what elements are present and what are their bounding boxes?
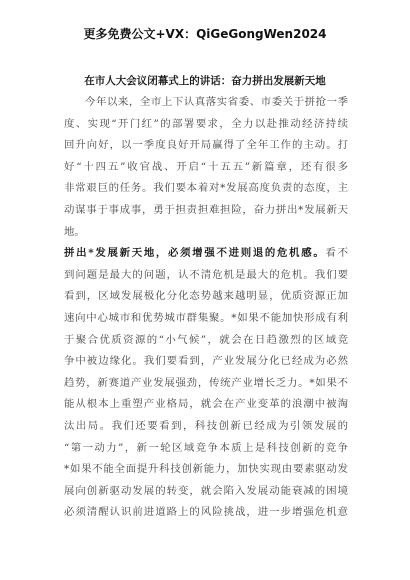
text-line: “第一动力”，新一轮区域竞争本质上是科技创新的竞争 — [64, 441, 348, 454]
paragraph-lead-sentence: 拼出*发展新天地，必须增强不进则退的危机感。 — [64, 247, 326, 260]
text-line: 今年以来，全市上下认真落实省委、市委关于拼抢一季 — [85, 96, 348, 108]
text-line: 于聚合优质资源的“小气候”，就会在日趋激烈的区域竞 — [64, 333, 348, 346]
text-line: 动谋事于事成事，勇于担责担难担险，奋力拼出*发展新天 — [64, 203, 348, 216]
text-line: 能从根本上重塑产业格局，就会在产业变革的浪潮中被淘 — [64, 398, 348, 411]
text-line: 必须清醒认识前进道路上的风险挑战，进一步增强危机意 — [64, 506, 348, 519]
text-line — [64, 243, 348, 265]
text-line: 展向创新驱动发展的转变，就会陷入发展动能衰减的困境 — [64, 484, 348, 497]
text-line: 地。 — [64, 225, 85, 238]
text-line: 好“十四五”收官战、开启“十五五”新篇章，还有很多 — [64, 160, 348, 173]
document-title: 在市人大会议闭幕式上的讲话：奋力拼出发展新天地 — [84, 75, 326, 87]
text-line: 到问题是最大的问题，认不清危机是最大的危机。我们要 — [64, 268, 348, 281]
text-line: 回升向好，以一季度良好开局赢得了全年工作的主动。打 — [64, 139, 348, 152]
text-line: 度、实现“开门红”的部署要求，全力以赴推动经济持续 — [64, 117, 348, 130]
paragraph-2 — [64, 243, 348, 524]
text-line: 趋势，新赛道产业发展强劲，传统产业增长乏力。*如果不 — [64, 376, 348, 389]
page-header: 更多免费公文+VX：QiGeGongWen2024 — [83, 27, 327, 41]
text-line: *如果不能全面提升科技创新能力，加快实现由要素驱动发 — [64, 463, 348, 476]
document-body — [64, 92, 348, 524]
paragraph-1 — [64, 92, 348, 243]
text-line: 看到，区域发展极化分化态势越来越明显，优质资源正加 — [64, 290, 348, 303]
text-line: 非常艰巨的任务。我们要本着对*发展高度负责的态度，主 — [64, 182, 348, 195]
text-fragment: 看不 — [325, 247, 349, 260]
text-line: 速向中心城市和优势城市群集聚。*如果不能加快形成有利 — [64, 311, 348, 324]
text-line: 争中被边缘化。我们要看到，产业发展分化已经成为必然 — [64, 355, 348, 368]
text-line: 汰出局。我们还要看到，科技创新已经成为引领发展的 — [64, 419, 348, 432]
